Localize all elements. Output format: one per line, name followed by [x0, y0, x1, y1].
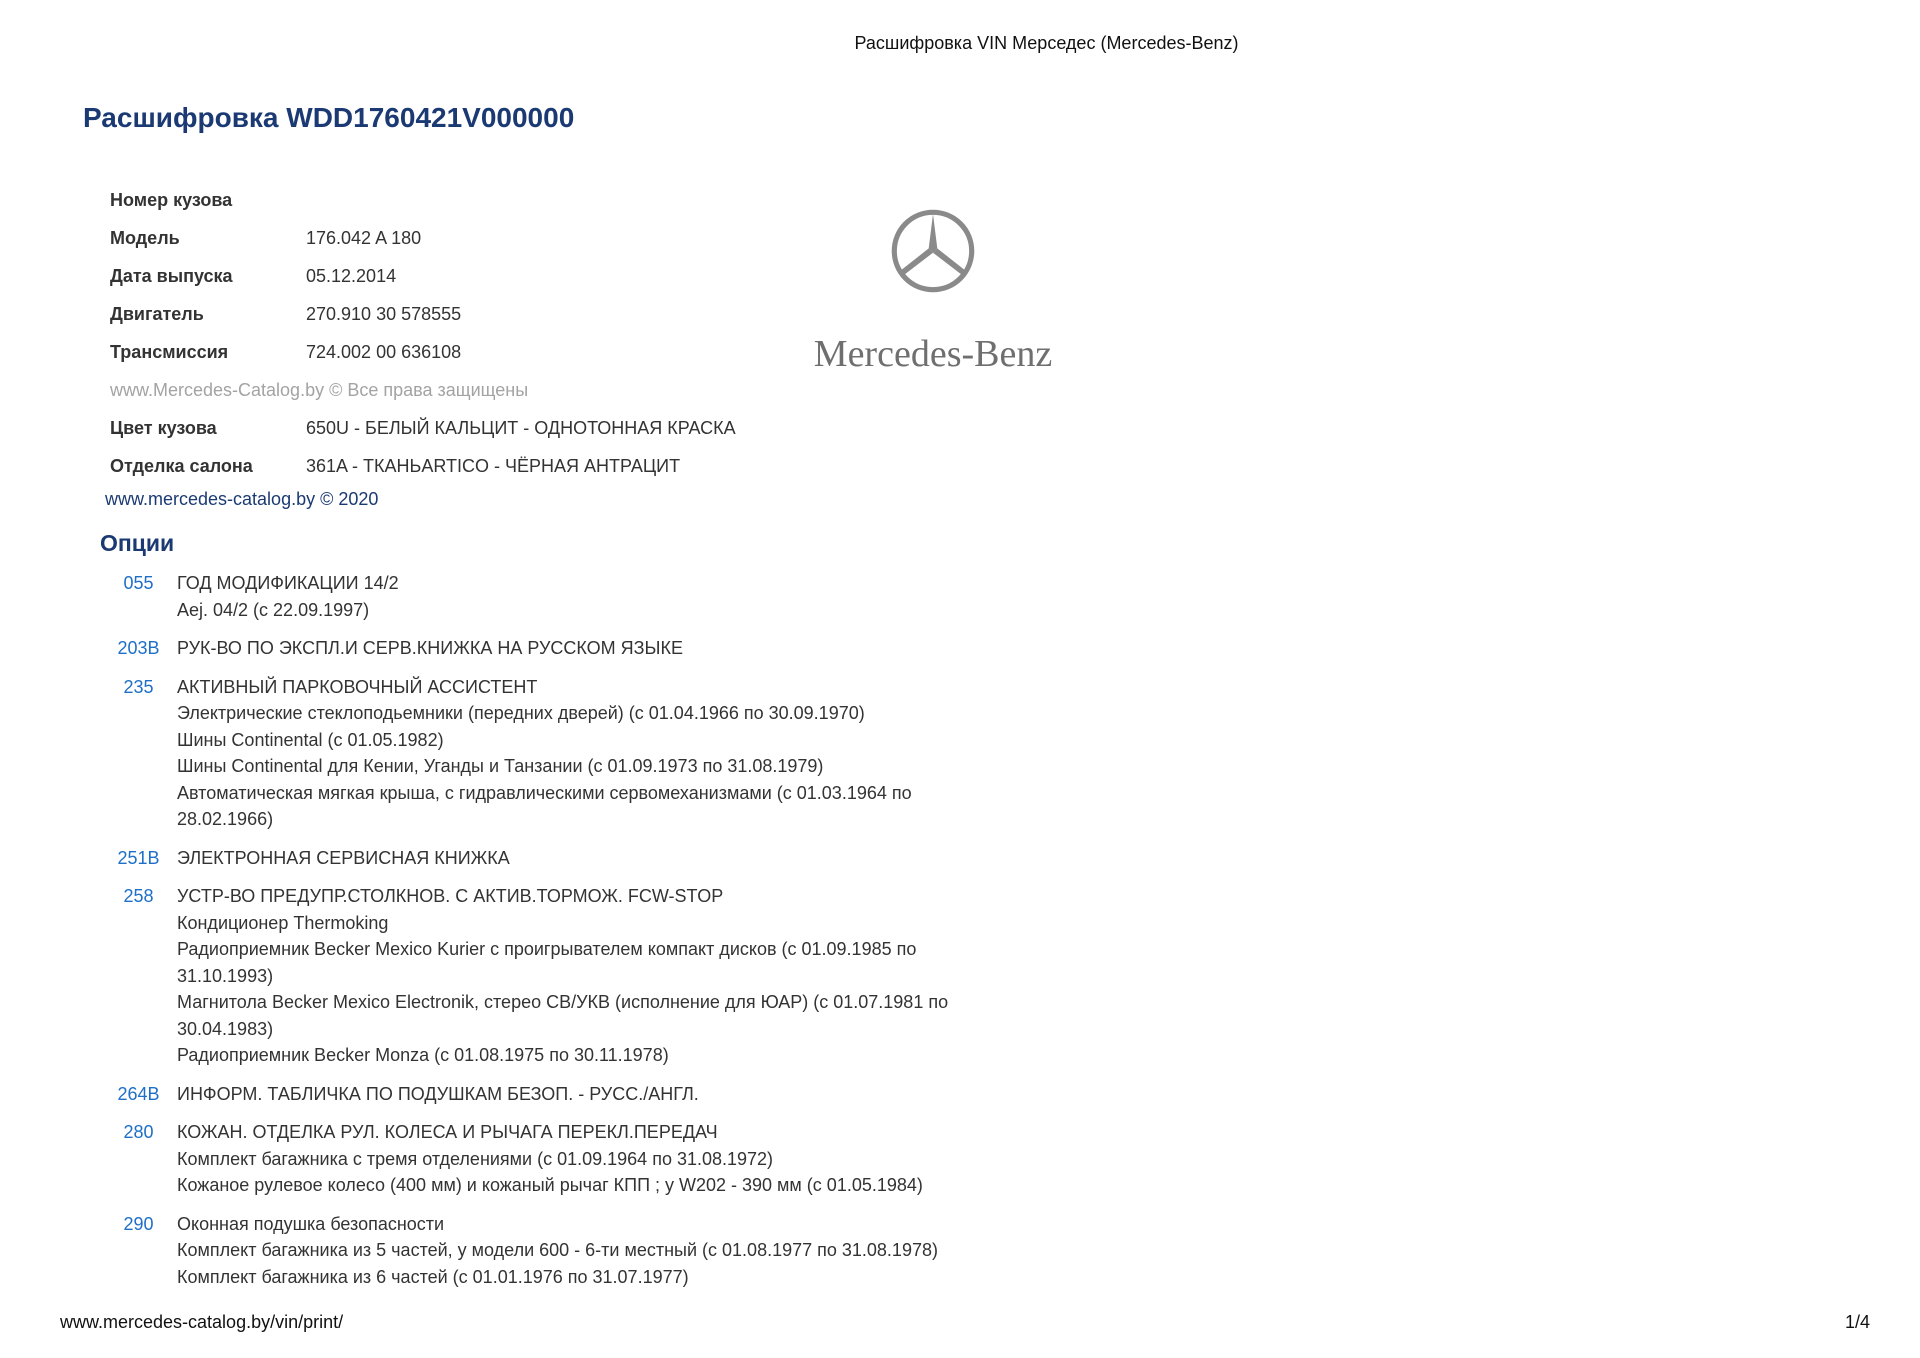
option-code[interactable]: 264B [117, 1083, 160, 1104]
option-code[interactable]: 235 [123, 676, 154, 697]
option-detail: Aej. 04/2 (с 22.09.1997) [177, 599, 370, 620]
option-detail: Комплект багажника из 5 частей, у модели 600 - 6-ти местный (с 01.08.1977 по 31.08.1978) [177, 1240, 938, 1260]
option-body [177, 1081, 997, 1108]
options-title: Опции [100, 530, 175, 556]
site-link[interactable]: www.mercedes-catalog.by © 2020 [105, 489, 379, 509]
option-code[interactable]: 055 [123, 573, 154, 593]
option-title: РУК-ВО ПО ЭКСПЛ.И СЕРВ.КНИЖКА НА РУССКОМ ЯЗЫКЕ [177, 638, 683, 658]
vehicle-info-table [110, 181, 736, 485]
option-detail: Электрические стеклоподьемники (передних дверей) (с 01.04.1966 по 30.09.1970) [177, 703, 865, 723]
option-item [100, 635, 1000, 662]
print-header: Расшифровка VIN Мерседес (Mercedes-Benz) [854, 33, 1239, 53]
option-body [177, 845, 997, 872]
footer-page-number: 1/4 [1844, 1312, 1870, 1332]
option-body [177, 674, 997, 833]
info-value: 05.12.2014 [306, 266, 397, 286]
option-detail: Кондиционер Thermoking [177, 912, 389, 933]
info-label: Двигатель [110, 304, 204, 324]
info-row-body-number [110, 181, 736, 219]
option-code[interactable]: 290 [123, 1213, 154, 1234]
option-title: УСТР-ВО ПРЕДУПР.СТОЛКНОВ. С АКТИВ.ТОРМОЖ. FCW-STOP [177, 886, 724, 906]
info-value: 176.042 A 180 [306, 228, 422, 248]
option-title: АКТИВНЫЙ ПАРКОВОЧНЫЙ АССИСТЕНТ [177, 676, 538, 697]
option-item [100, 1119, 1000, 1199]
option-item [100, 570, 1000, 623]
info-value: 270.910 30 578555 [306, 304, 462, 324]
option-body [177, 1211, 997, 1291]
option-code[interactable]: 203B [117, 638, 160, 658]
option-title: КОЖАН. ОТДЕЛКА РУЛ. КОЛЕСА И РЫЧАГА ПЕРЕКЛ.ПЕРЕДАЧ [177, 1122, 718, 1142]
footer-url: www.mercedes-catalog.by/vin/print/ [60, 1312, 344, 1332]
option-item [100, 674, 1000, 833]
option-item [100, 883, 1000, 1069]
option-detail: Комплект багажника с тремя отделениями (с 01.09.1964 по 31.08.1972) [177, 1148, 774, 1169]
mercedes-star-icon [890, 208, 976, 294]
option-detail: Комплект багажника из 6 частей (с 01.01.1976 по 31.07.1977) [177, 1266, 689, 1287]
copyright-line: www.Mercedes-Catalog.by © Все права защищены [110, 380, 529, 400]
option-title: ЭЛЕКТРОННАЯ СЕРВИСНАЯ КНИЖКА [177, 847, 510, 868]
info-row-model [110, 219, 736, 257]
info-label: Отделка салона [110, 456, 253, 476]
info-label: Номер кузова [110, 190, 233, 210]
info-row-interior [110, 447, 736, 485]
option-body [177, 883, 997, 1069]
info-value: 724.002 00 636108 [306, 342, 462, 362]
option-item [100, 845, 1000, 872]
option-body [177, 1119, 997, 1199]
info-row-transmission [110, 333, 736, 371]
option-detail: Радиоприемник Becker Mexico Kurier с проигрывателем компакт дисков (с 01.09.1985 по 31.10.1993) [177, 939, 917, 986]
option-code[interactable]: 280 [123, 1122, 154, 1142]
options-list [100, 570, 1000, 1302]
info-label: Трансмиссия [110, 342, 229, 362]
option-detail: Кожаное рулевое колесо (400 мм) и кожаный рычаг КПП ; у W202 - 390 мм (с 01.05.1984) [177, 1175, 923, 1195]
option-detail: Магнитола Becker Mexico Electronik, стерео СВ/УКВ (исполнение для ЮАР) (с 01.07.1981 по 30.04.1983) [177, 992, 949, 1039]
info-label: Модель [110, 228, 180, 248]
option-title: ГОД МОДИФИКАЦИИ 14/2 [177, 573, 399, 593]
option-body [177, 570, 997, 623]
option-detail: Шины Continental (с 01.05.1982) [177, 729, 444, 750]
option-item [100, 1081, 1000, 1108]
option-body [177, 635, 997, 662]
info-value: 361A - ТКАНЬARTICO - ЧЁРНАЯ АНТРАЦИТ [306, 456, 681, 476]
option-item [100, 1211, 1000, 1291]
info-row-engine [110, 295, 736, 333]
page-title: Расшифровка WDD1760421V000000 [83, 102, 575, 133]
info-row-production-date [110, 257, 736, 295]
option-detail: Автоматическая мягкая крыша, с гидравлическими сервомеханизмами (с 01.03.1964 по 28.02.1966) [177, 782, 912, 829]
mercedes-benz-logo [808, 208, 1058, 378]
info-value: 650U - БЕЛЫЙ КАЛЬЦИТ - ОДНОТОННАЯ КРАСКА [306, 418, 736, 438]
option-code[interactable]: 251B [117, 847, 160, 868]
option-detail: Шины Continental для Кении, Уганды и Танзании (с 01.09.1973 по 31.08.1979) [177, 756, 824, 776]
info-label: Дата выпуска [110, 266, 233, 286]
option-title: Оконная подушка безопасности [177, 1213, 445, 1234]
logo-text: Mercedes-Benz [813, 333, 1053, 375]
option-title: ИНФОРМ. ТАБЛИЧКА ПО ПОДУШКАМ БЕЗОП. - РУСС./АНГЛ. [177, 1083, 699, 1104]
info-row-body-color [110, 409, 736, 447]
option-detail: Радиоприемник Becker Monza (с 01.08.1975 по 30.11.1978) [177, 1045, 669, 1065]
info-label: Цвет кузова [110, 418, 217, 438]
option-code[interactable]: 258 [123, 886, 154, 906]
